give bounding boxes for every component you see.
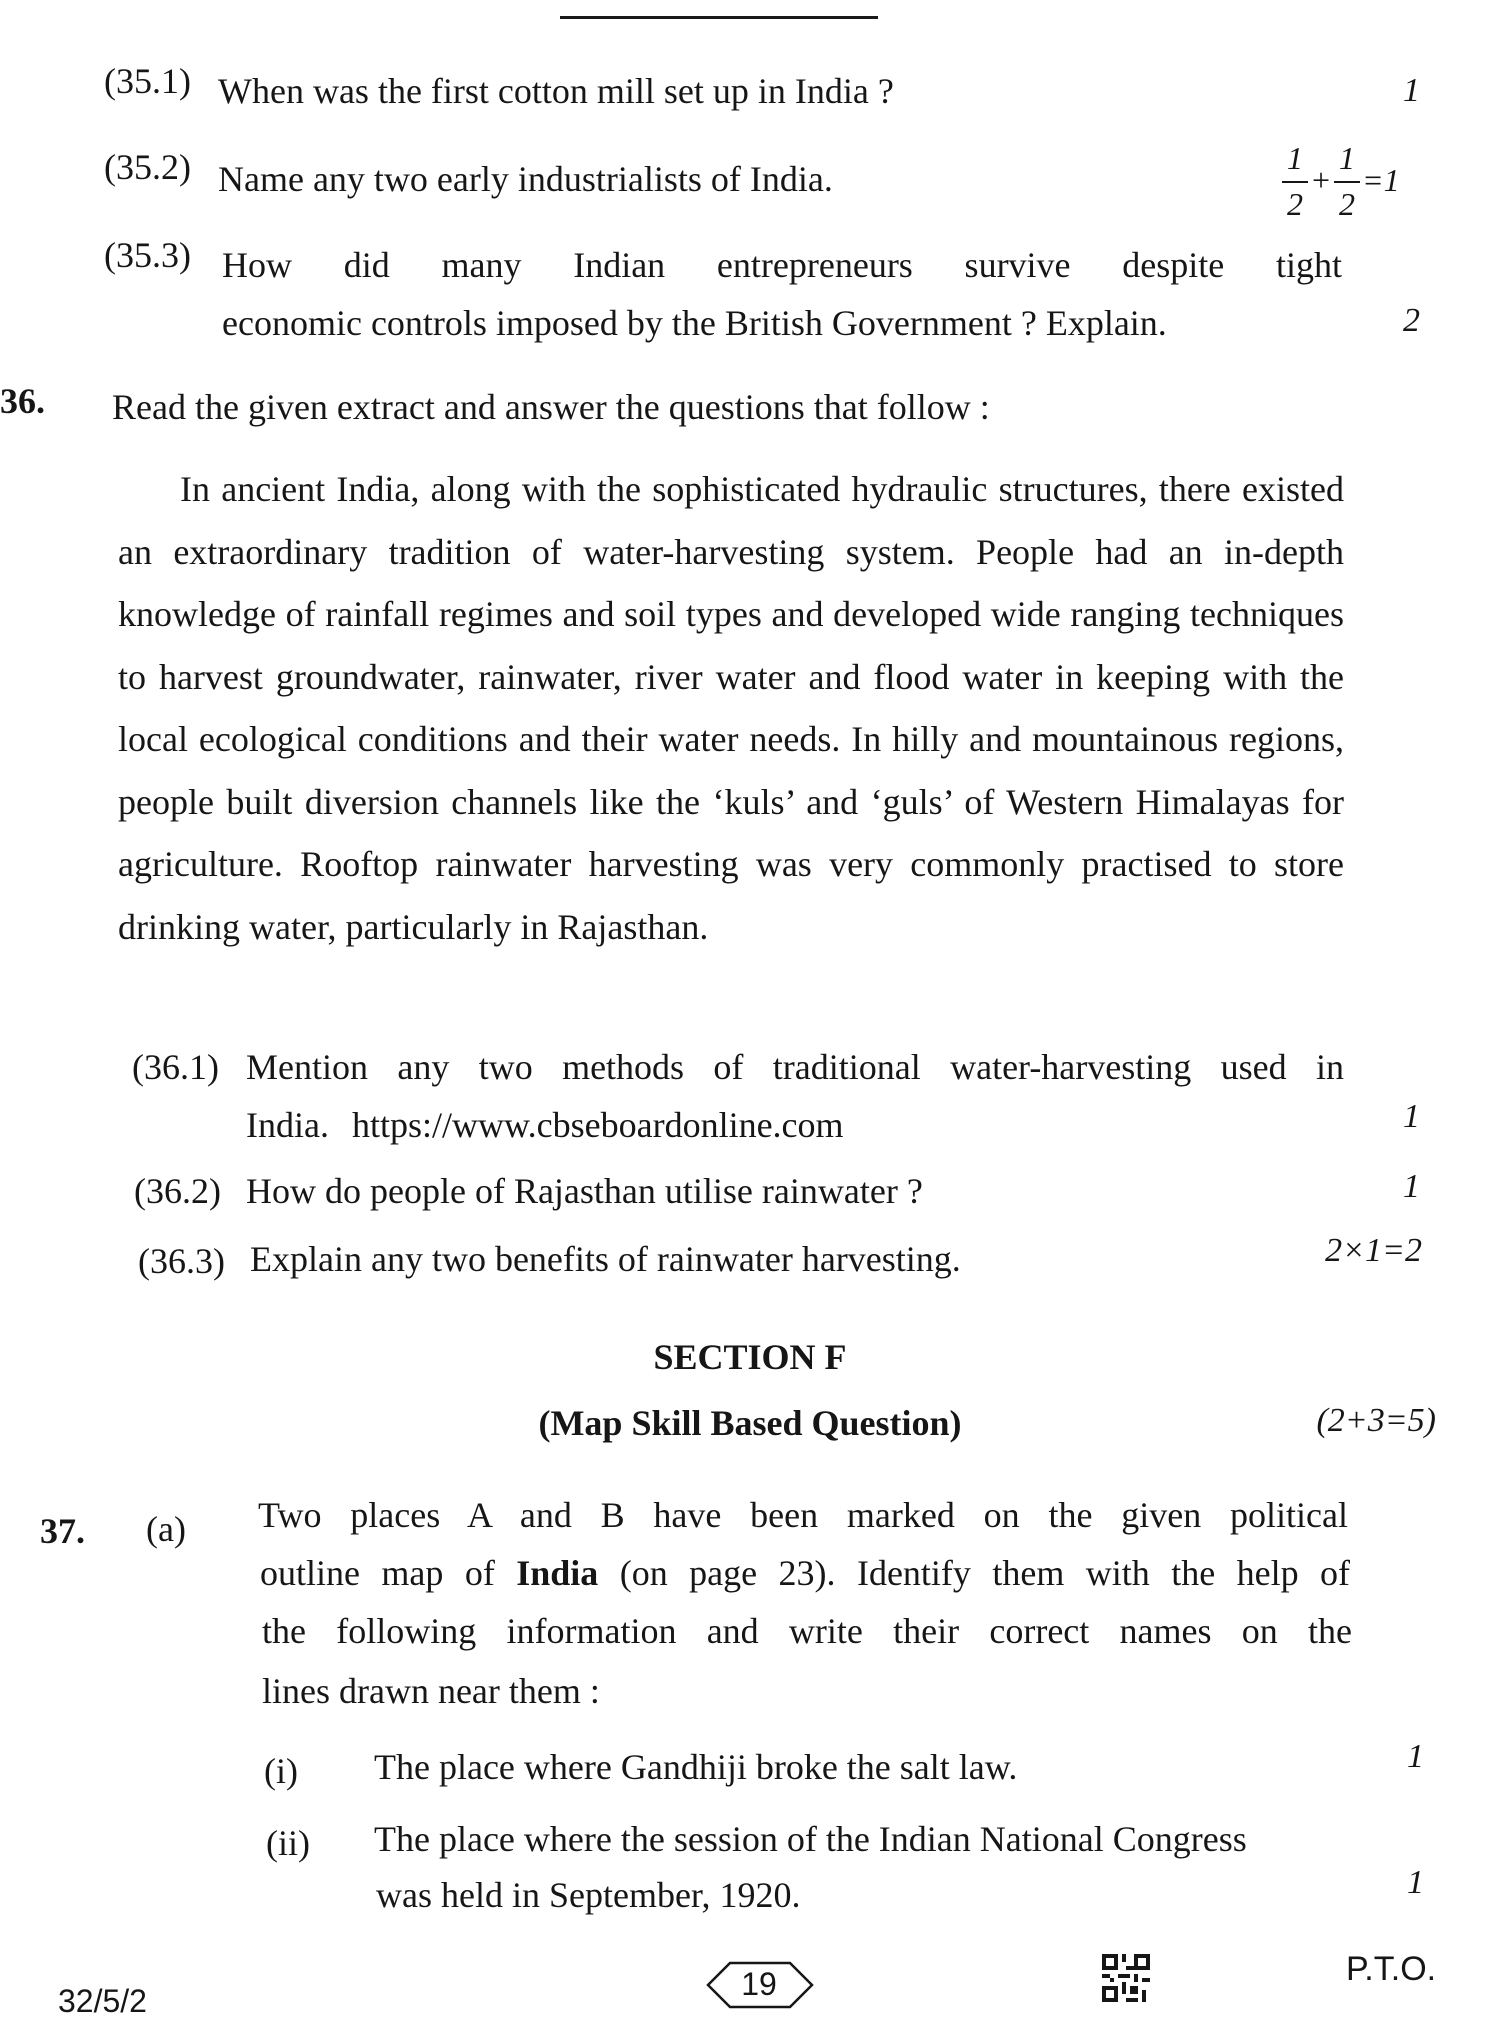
q35-3-line-1: How did many Indian entrepreneurs survive despite tight [222,245,1342,285]
q35-1-number: (35.1) [104,61,191,101]
q36-3-marks: 2×1=2 [1325,1232,1422,1269]
section-f-marks: (2+3=5) [1316,1402,1436,1439]
q36-2-number: (36.2) [134,1171,221,1211]
watermark-url: https://www.cbseboardonline.com [351,1105,844,1145]
section-f-subtitle: (Map Skill Based Question) [538,1403,962,1443]
q36-1-marks: 1 [1403,1098,1420,1135]
q37-number: 37. [40,1511,85,1551]
fraction-denominator-1: 2 [1287,186,1303,222]
fraction-numerator-1: 1 [1287,140,1303,176]
q37-ii-number: (ii) [266,1823,310,1863]
fraction-denominator-2: 2 [1339,186,1355,222]
page-number: 19 [741,1966,777,2002]
q37-ii-marks: 1 [1407,1864,1424,1901]
q36-1-line-1: Mention any two methods of traditional water-harvesting used in [246,1047,1344,1087]
q35-2-marks-fraction [1282,140,1432,230]
q37-line-1: Two places A and B have been marked on the given political [258,1495,1348,1535]
q36-1-line-2 [246,1104,844,1147]
q37-line-2 [260,1552,1350,1595]
paper-code: 32/5/2 [58,1983,147,2019]
fraction-bar-1 [1282,181,1308,183]
fraction-equals: =1 [1362,162,1400,198]
q36-2-marks: 1 [1403,1168,1420,1205]
q37-part-a: (a) [146,1509,186,1549]
q35-1-text: When was the first cotton mill set up in India ? [218,71,894,111]
qr-code-icon [1102,1954,1150,2002]
fraction-plus: + [1312,162,1331,198]
q37-i-marks: 1 [1407,1738,1424,1775]
q35-3-number: (35.3) [104,235,191,275]
q35-3-line-2: economic controls imposed by the British Government ? Explain. [222,303,1167,343]
q37-line-3: the following information and write their correct names on the [262,1611,1352,1651]
q36-3-text: Explain any two benefits of rainwater harvesting. [250,1239,961,1279]
q37-i-text: The place where Gandhiji broke the salt law. [374,1747,1018,1787]
q37-line-2-post: (on page 23). Identify them with the help of [598,1553,1351,1593]
q35-2-number: (35.2) [104,147,191,187]
q36-number: 36. [0,381,45,421]
section-f-title: SECTION F [653,1337,847,1377]
q35-3-marks: 2 [1403,302,1420,339]
q37-line-4: lines drawn near them : [262,1671,600,1711]
page-number-badge [694,1960,824,2010]
q37-i-number: (i) [264,1751,298,1791]
q36-extract: In ancient India, along with the sophisticated hydraulic structures, there existed an extraordinary tradition of water-harvesting system. People had an in-depth knowledge of rainfall regimes and soil types and developed wide ranging techniques to harvest groundwater, rainwater, river water and flood water in keeping with the local ecological conditions and their water needs. In hilly and mountainous regions, people built diversion channels like the ‘kuls’ and ‘guls’ of Western Himalayas for agriculture. Rooftop rainwater harvesting was very commonly practised to store drinking water, particularly in Rajasthan. [118,469,1344,947]
please-turn-over: P.T.O. [1346,1950,1437,1988]
q36-prompt: Read the given extract and answer the questions that follow : [112,387,990,427]
q35-2-text: Name any two early industrialists of India. [218,159,833,199]
q35-1-marks: 1 [1403,72,1420,109]
q36-2-text: How do people of Rajasthan utilise rainwater ? [246,1171,923,1211]
q36-1-number: (36.1) [132,1047,219,1087]
q36-3-number: (36.3) [138,1241,225,1281]
fraction-bar-2 [1334,181,1360,183]
fraction-numerator-2: 1 [1339,140,1355,176]
q37-line-2-bold: India [516,1553,599,1593]
q36-1-line-2-text: India. [246,1105,329,1145]
top-rule [560,16,878,19]
q37-ii-line-1: The place where the session of the Indian National Congress [374,1819,1247,1859]
q37-line-2-pre: outline map of [260,1553,517,1593]
q37-ii-line-2: was held in September, 1920. [376,1875,801,1915]
